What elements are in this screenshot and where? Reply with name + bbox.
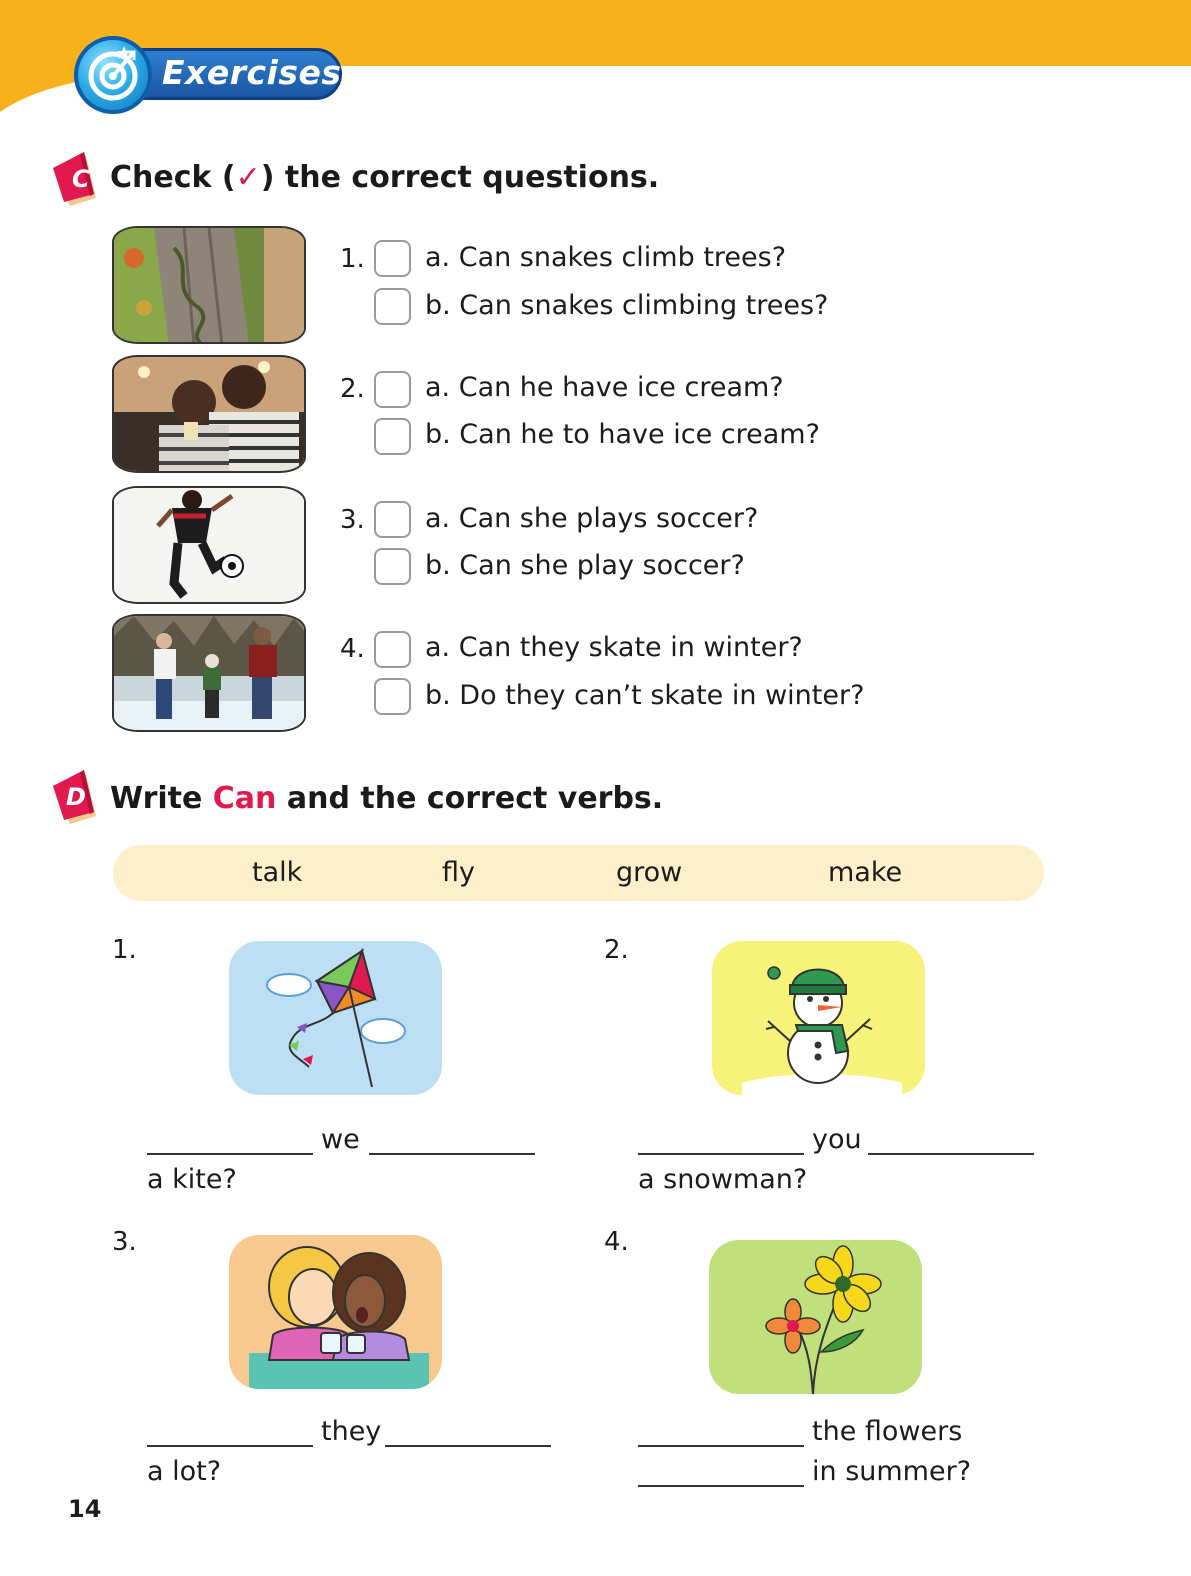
answer-blank[interactable] — [147, 1445, 313, 1447]
section-d-badge — [50, 768, 102, 826]
item-number: 4. — [604, 1227, 629, 1257]
flowers-illustration — [709, 1240, 922, 1394]
word-bank-item: grow — [616, 857, 683, 888]
instruction-text: ) the correct questions. — [260, 160, 660, 195]
option-3b: b. Can she play soccer? — [425, 550, 745, 581]
word-bank-item: make — [828, 857, 903, 888]
item-number: 2. — [340, 374, 365, 404]
item-number: 1. — [340, 244, 365, 274]
section-d-letter: D — [66, 783, 86, 811]
option-2a: a. Can he have ice cream? — [425, 372, 784, 403]
instruction-text: and the correct verbs. — [276, 781, 664, 816]
item-number: 3. — [340, 505, 365, 535]
item-number: 4. — [340, 634, 365, 664]
word-bank-item: talk — [252, 857, 303, 888]
instruction-text: Write — [110, 781, 213, 816]
skating-photo — [112, 614, 306, 732]
check-mark-icon: ✓ — [235, 160, 261, 195]
answer-text: they — [321, 1416, 382, 1447]
word-bank-item: fly — [442, 857, 475, 888]
answer-blank[interactable] — [638, 1153, 804, 1155]
checkbox-4b[interactable] — [374, 678, 411, 715]
answer-blank[interactable] — [638, 1445, 804, 1447]
kite-illustration — [229, 941, 442, 1095]
option-1a: a. Can snakes climb trees? — [425, 242, 787, 273]
section-c-letter: C — [72, 165, 90, 193]
section-d-instruction — [110, 781, 663, 816]
snake-tree-photo — [112, 226, 306, 344]
option-4b: b. Do they can’t skate in winter? — [425, 680, 865, 711]
item-number: 2. — [604, 935, 629, 965]
instruction-text: Check ( — [110, 160, 236, 195]
answer-blank[interactable] — [868, 1153, 1034, 1155]
option-1b: b. Can snakes climbing trees? — [425, 290, 829, 321]
answer-blank[interactable] — [147, 1153, 313, 1155]
answer-blank[interactable] — [385, 1445, 551, 1447]
checkbox-2b[interactable] — [374, 418, 411, 455]
option-2b: b. Can he to have ice cream? — [425, 419, 820, 450]
target-icon — [74, 36, 152, 114]
checkbox-1a[interactable] — [374, 240, 411, 277]
answer-blank[interactable] — [638, 1485, 804, 1487]
item-number: 3. — [112, 1227, 137, 1257]
answer-blank[interactable] — [369, 1153, 535, 1155]
section-c-badge — [50, 150, 102, 208]
answer-text: a snowman? — [638, 1164, 808, 1195]
checkbox-3b[interactable] — [374, 548, 411, 585]
answer-text: we — [321, 1124, 360, 1155]
snowman-illustration — [712, 941, 925, 1095]
girls-talking-illustration — [229, 1235, 442, 1389]
item-number: 1. — [112, 935, 137, 965]
answer-text: a lot? — [147, 1456, 222, 1487]
answer-text: you — [812, 1124, 862, 1155]
answer-text: a kite? — [147, 1164, 237, 1195]
answer-text: the flowers — [812, 1416, 963, 1447]
answer-text: in summer? — [812, 1456, 972, 1487]
checkbox-2a[interactable] — [374, 371, 411, 408]
option-4a: a. Can they skate in winter? — [425, 632, 803, 663]
ice-cream-photo — [112, 355, 306, 473]
section-c-instruction — [110, 160, 659, 195]
option-3a: a. Can she plays soccer? — [425, 503, 759, 534]
checkbox-3a[interactable] — [374, 501, 411, 538]
checkbox-4a[interactable] — [374, 631, 411, 668]
exercises-title: Exercises — [162, 53, 342, 92]
checkbox-1b[interactable] — [374, 288, 411, 325]
instruction-highlight: Can — [212, 781, 277, 816]
soccer-photo — [112, 486, 306, 604]
page-number: 14 — [68, 1495, 102, 1523]
